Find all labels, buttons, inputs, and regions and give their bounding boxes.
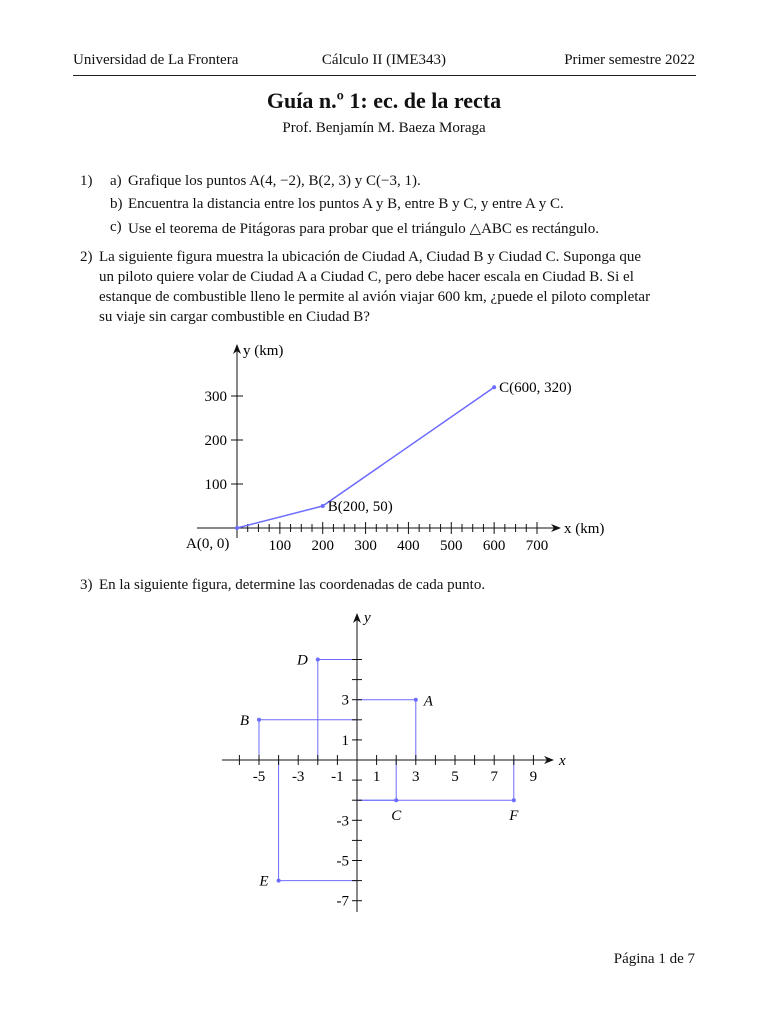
x-tick-label: 5 [451,769,459,785]
problem-2-number: 2) [80,249,93,265]
x-tick-label: -1 [331,769,344,785]
y-axis-label: y (km) [243,343,284,359]
problem-1b-text: Encuentra la distancia entre los puntos A y B, entre B y C, y entre A y C. [128,196,564,212]
city-point-A [235,526,239,530]
problem-3-text: En la siguiente figura, determine las coordenadas de cada punto. [99,577,486,593]
x-axis-label: x [559,753,566,769]
x-tick-label: 500 [440,538,463,554]
y-tick-label: -7 [336,893,349,910]
city-label-B: B(200, 50) [327,499,393,515]
point-F [512,798,516,802]
point-B [257,718,261,722]
x-tick-label: 100 [268,538,292,554]
page-number: Página 1 de 7 [613,951,695,967]
problem-1c-text: Use el teorema de Pitágoras para probar que el triángulo △ABC es rectángulo. [128,221,599,237]
cities-route-chart [0,335,768,565]
header-course: Cálculo II (IME343) [321,52,447,68]
y-tick-label: -3 [336,813,349,830]
point-D [316,658,320,662]
x-tick-label: 3 [412,769,420,785]
origin-label: A(0, 0) [186,536,230,552]
city-point-B [321,504,325,508]
y-tick-label: 100 [204,477,227,493]
point-A [414,698,418,702]
problem-1c-label: c) [110,219,122,235]
x-tick-label: -3 [291,769,305,785]
city-point-C [492,385,496,389]
x-tick-label: 1 [372,769,381,785]
x-tick-label: 600 [482,538,506,554]
coordinate-points-chart [0,600,768,930]
problem-2-line: su viaje sin cargar combustible en Ciudad B? [99,309,370,325]
problem-1a-text: Grafique los puntos A(4, −2), B(2, 3) y C(−3, 1). [128,173,421,189]
point-label-E: E [259,873,269,890]
point-label-D: D [296,652,308,669]
point-label-F: F [509,808,519,825]
x-tick-label: 200 [311,538,334,554]
point-C [394,798,398,802]
problem-2-line: estanque de combustible lleno le permite al avión viajar 600 km, ¿puede el piloto completar [99,289,651,305]
point-E [277,879,281,883]
city-label-C: C(600, 320) [499,380,572,397]
header-institution: Universidad de La Frontera [73,52,239,68]
y-tick-label: 300 [204,389,227,405]
x-axis-label: x (km) [564,521,605,537]
x-tick-label: 400 [397,538,420,554]
point-label-A: A [423,693,433,710]
problem-3-number: 3) [80,577,93,593]
point-label-C: C [391,808,402,825]
x-tick-label: 7 [490,769,498,785]
x-tick-label: 9 [529,769,538,785]
y-tick-label: 3 [341,692,349,709]
problem-1a-label: a) [110,173,122,189]
route-segment [323,387,494,506]
problem-2-line: La siguiente figura muestra la ubicación de Ciudad A, Ciudad B y Ciudad C. Suponga que [99,249,641,265]
point-label-B: B [239,712,249,729]
header-semester: Primer semestre 2022 [564,52,695,68]
y-axis-label: y [364,610,371,626]
problem-1b-label: b) [110,196,123,212]
x-tick-label: 700 [525,538,549,554]
y-tick-label: 200 [204,433,227,449]
author-line: Prof. Benjamín M. Baeza Moraga [282,120,486,136]
problem-1-number: 1) [80,173,93,189]
y-tick-label: 1 [341,732,349,749]
x-tick-label: 300 [354,538,377,554]
header-divider [73,75,696,76]
x-tick-label: -5 [252,769,266,785]
y-tick-label: -5 [336,853,349,870]
page-title: Guía n.º 1: ec. de la recta [266,88,502,113]
problem-2-line: un piloto quiere volar de Ciudad A a Ciudad C, pero debe hacer escala en Ciudad B. Si el [99,269,634,285]
